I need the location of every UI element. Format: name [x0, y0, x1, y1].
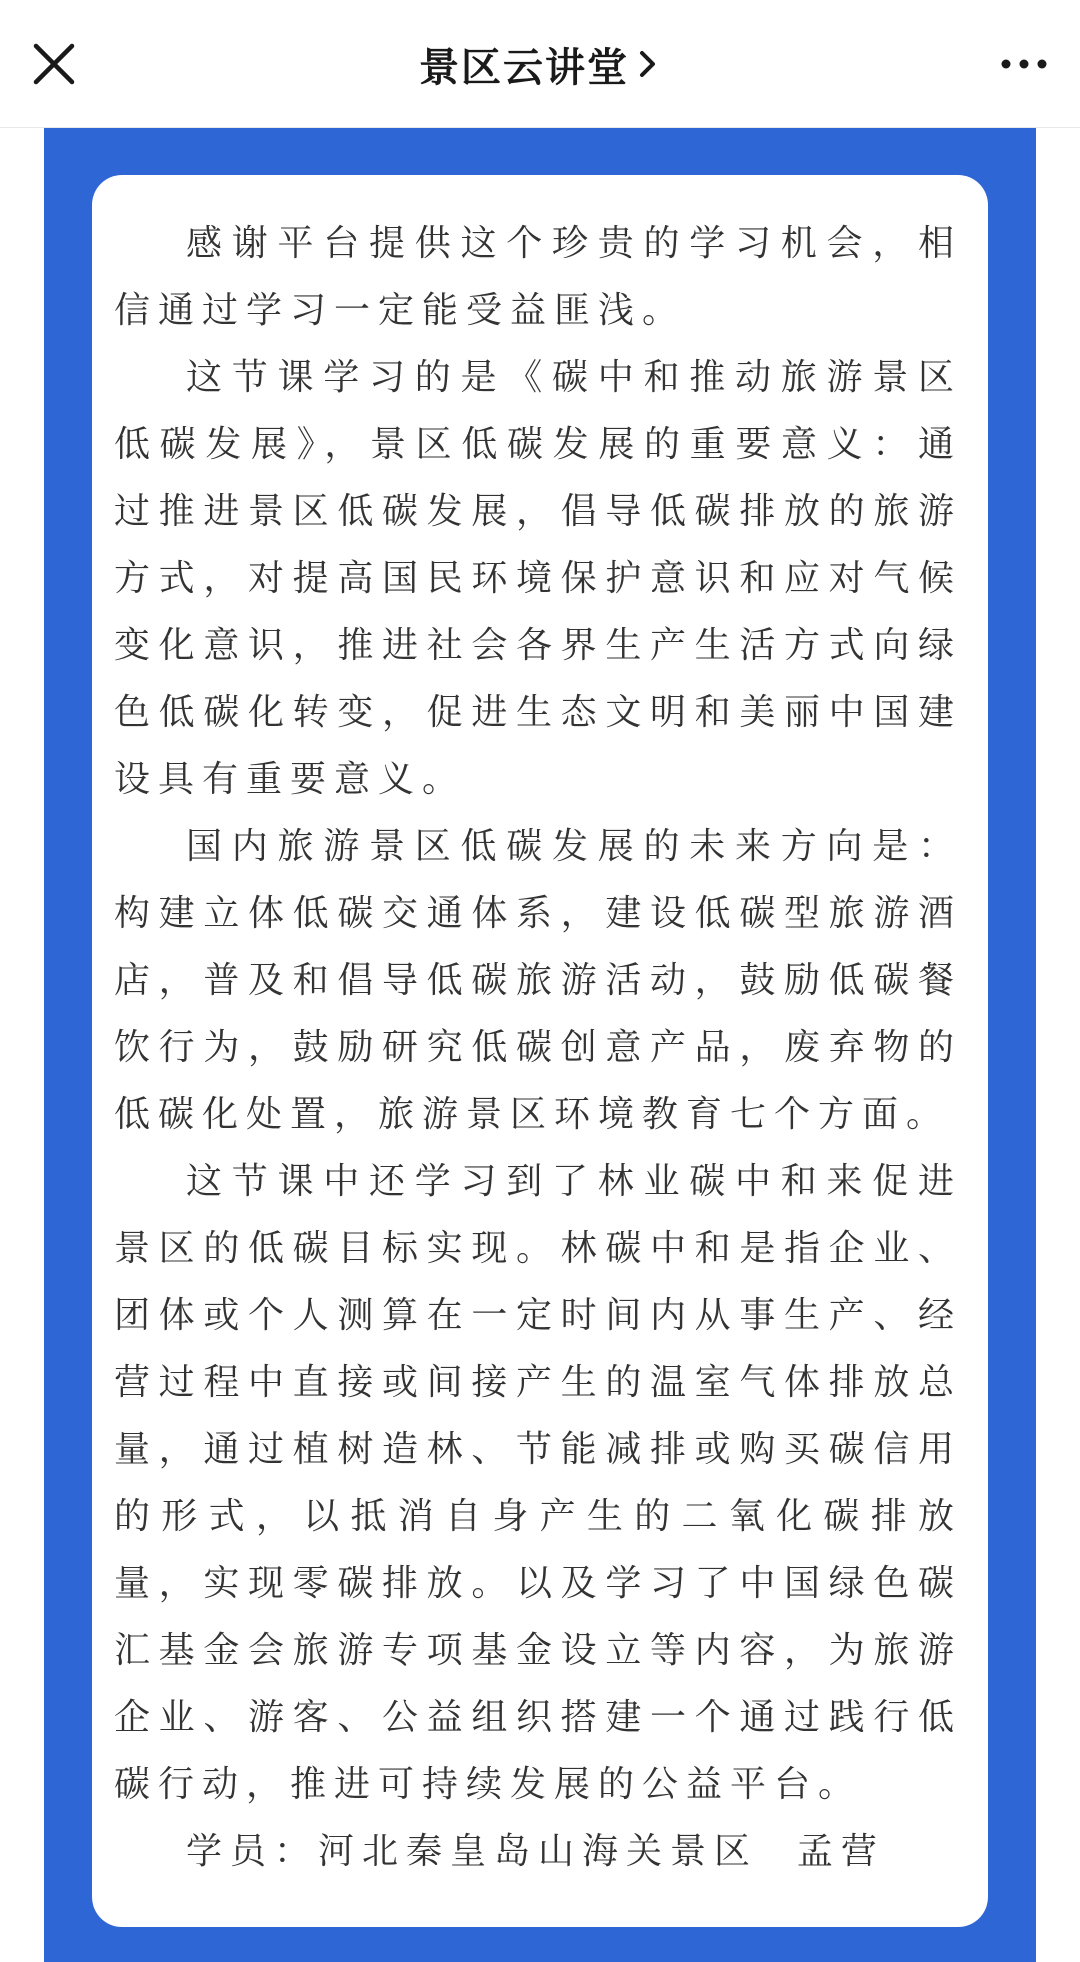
- paragraph-significance: 这节课学习的是《碳中和推动旅游景区低碳发展》，景区低碳发展的重要意义：通过推进景区低碳发展，倡导低碳排放的旅游方式，对提高国民环境保护意识和应对气候变化意识，推进社会各界生产生活方式向绿色低碳化转变，促进生态文明和美丽中国建设具有重要意义。: [114, 357, 962, 800]
- article-text-card: [92, 175, 988, 1927]
- close-button[interactable]: [30, 40, 78, 88]
- top-navigation-bar: [0, 0, 1080, 128]
- more-dots-icon: [996, 44, 1052, 84]
- close-icon: [30, 40, 78, 88]
- more-options-button[interactable]: [996, 44, 1052, 84]
- chevron-right-icon: [635, 47, 661, 81]
- paragraph-intro: 感谢平台提供这个珍贵的学习机会，相信通过学习一定能受益匪浅。: [114, 223, 962, 331]
- author-signature: 学员：河北秦皇岛山海关景区 孟营: [186, 1831, 885, 1872]
- page-title: 景区云讲堂: [419, 44, 629, 91]
- account-title-link[interactable]: [419, 36, 661, 93]
- paragraph-forest-carbon: 这节课中还学习到了林业碳中和来促进景区的低碳目标实现。林碳中和是指企业、团体或个人测算在一定时间内从事生产、经营过程中直接或间接产生的温室气体排放总量，通过植树造林、节能减排或购买碳信用的形式，以抵消自身产生的二氧化碳排放量，实现零碳排放。以及学习了中国绿色碳汇基金会旅游专项基金设立等内容，为旅游企业、游客、公益组织搭建一个通过践行低碳行动，推进可持续发展的公益平台。: [114, 1161, 962, 1805]
- paragraph-future-direction: 国内旅游景区低碳发展的未来方向是：构建立体低碳交通体系，建设低碳型旅游酒店，普及和倡导低碳旅游活动，鼓励低碳餐饮行为，鼓励研究低碳创意产品，废弃物的低碳化处置，旅游景区环境教育七个方面。: [114, 826, 962, 1135]
